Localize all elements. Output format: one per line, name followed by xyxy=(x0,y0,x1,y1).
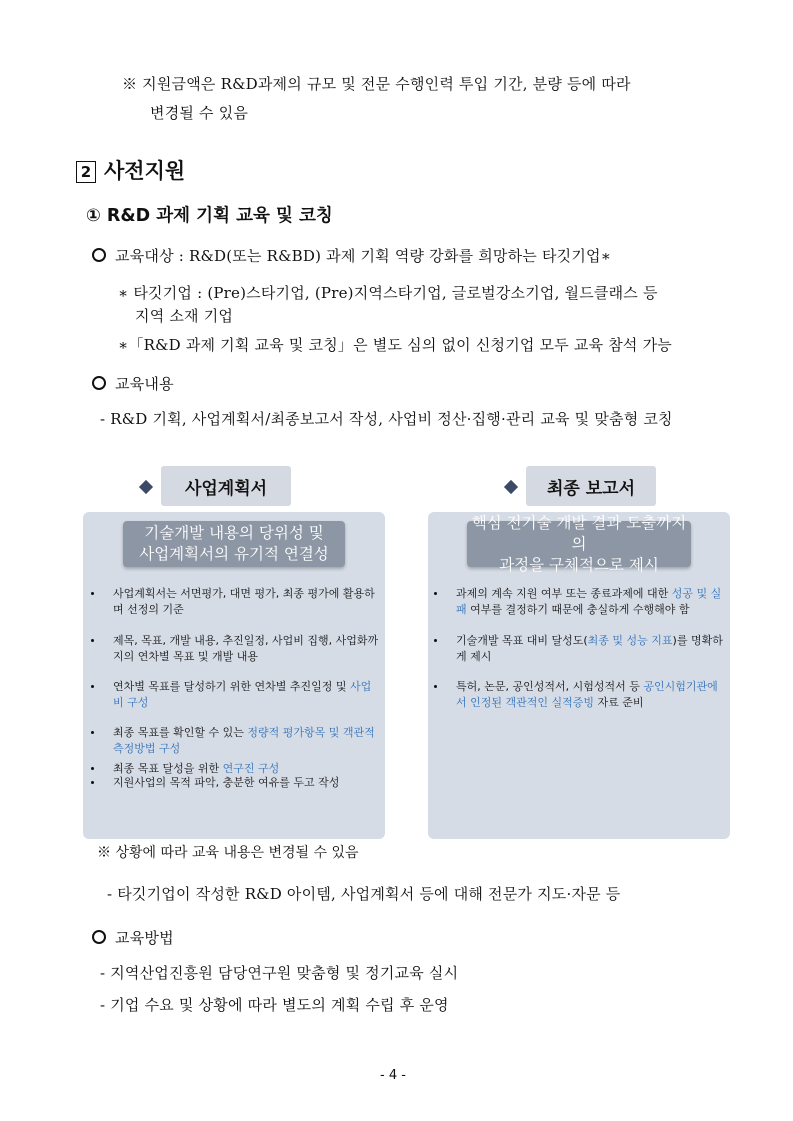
highlight-text: 성공 및 실패 xyxy=(456,587,722,616)
highlight-text: 공인시험기관에서 인정된 객관적인 실적증빙 xyxy=(456,680,718,709)
bullet-dot-icon xyxy=(434,592,437,595)
bullet-text: 자료 준비 xyxy=(594,696,644,709)
target-note1-line1: ∗ 타깃기업 : (Pre)스타기업, (Pre)지역스타기업, 글로벌강소기업, 월드클래스 등 xyxy=(118,284,658,302)
highlight-text: 최종 및 성능 지표 xyxy=(587,634,673,647)
target-note2: ∗「R&D 과제 기획 교육 및 코칭」은 별도 심의 없이 신청기업 모두 교육 참석 가능 xyxy=(118,336,672,354)
page-number: - 4 - xyxy=(380,1068,406,1083)
tag-business-plan: 사업계획서 xyxy=(161,466,291,506)
diagram-footnote: ※ 상황에 따라 교육 내용은 변경될 수 있음 xyxy=(97,845,359,861)
circle-bullet-icon xyxy=(92,930,106,944)
bullet-item xyxy=(87,775,381,791)
panel-head-line2: 과정을 구체적으로 제시 xyxy=(499,555,659,574)
bullet-text: 기술개발 목표 대비 달성도( xyxy=(456,634,588,647)
panel-final-report-head xyxy=(467,513,691,574)
section-title: 사전지원 xyxy=(104,159,186,183)
panel-final-report xyxy=(428,512,730,839)
circle-bullet-icon xyxy=(92,376,106,390)
bullet-text: 사업계획서는 서면평가, 대면 평가, 최종 평가에 활용하며 선정의 기준 xyxy=(113,587,375,616)
panel-final-report-items xyxy=(430,586,726,711)
note-top-line2: 변경될 수 있음 xyxy=(150,104,249,122)
bullet-text: 과제의 계속 지원 여부 또는 종료과제에 대한 xyxy=(456,587,672,600)
highlight-text: 정량적 평가항목 및 객관적 측정방법 구성 xyxy=(113,726,375,755)
note-top-line1: ※ 지원금액은 R&D과제의 규모 및 전문 수행인력 투입 기간, 분량 등에 따라 xyxy=(122,75,631,93)
method-line1: - 지역산업진흥원 담당연구원 맞춤형 및 정기교육 실시 xyxy=(100,964,459,982)
subsection-title: ① R&D 과제 기획 교육 및 코칭 xyxy=(86,206,333,226)
section-number: 2 xyxy=(76,161,96,183)
bullet-dot-icon xyxy=(91,639,94,642)
panel-head-line2: 사업계획서의 유기적 연결성 xyxy=(139,545,329,563)
bullet-dot-icon xyxy=(91,731,94,734)
bullet-dot-icon xyxy=(91,685,94,688)
panel-head-line1: 기술개발 내용의 당위성 및 xyxy=(144,524,324,542)
bullet-text: 지원사업의 목적 파악, 충분한 여유를 두고 작성 xyxy=(113,776,340,789)
bullet-text: 최종 목표를 확인할 수 있는 xyxy=(113,726,248,739)
bullet-item xyxy=(430,633,726,665)
bullet-item xyxy=(87,725,381,757)
bullet-text: )를 명확하게 제시 xyxy=(456,634,723,663)
section-heading xyxy=(76,155,185,185)
diamond-icon xyxy=(139,480,153,494)
circle-bullet-icon xyxy=(92,248,106,262)
panel-head-line1: 핵심 전기술 개발 결과 도출까지의 xyxy=(471,513,687,553)
content-heading-row xyxy=(92,373,174,394)
panel-business-plan xyxy=(83,512,385,839)
bullet-dot-icon xyxy=(434,685,437,688)
bullet-text: 제목, 목표, 개발 내용, 추진일정, 사업비 집행, 사업화까지의 연차별 목표 및 개발 내용 xyxy=(113,634,379,663)
bullet-item xyxy=(87,586,381,618)
content-line2: - 타깃기업이 작성한 R&D 아이템, 사업계획서 등에 대해 전문가 지도·자문 등 xyxy=(107,885,621,903)
bullet-text: 여부를 결정하기 때문에 충실하게 수행해야 함 xyxy=(466,603,690,616)
bullet-item xyxy=(430,586,726,618)
bullet-item xyxy=(430,679,726,711)
bullet-item xyxy=(87,633,381,665)
content-heading: 교육내용 xyxy=(115,375,174,393)
target-note1-line2: 지역 소재 기업 xyxy=(135,307,234,325)
diamond-icon xyxy=(504,480,518,494)
panel-business-plan-items xyxy=(87,586,381,791)
bullet-dot-icon xyxy=(434,639,437,642)
bullet-dot-icon xyxy=(91,767,94,770)
target-heading: 교육대상 : R&D(또는 R&BD) 과제 기획 역량 강화를 희망하는 타깃기업∗ xyxy=(115,247,612,265)
panel-business-plan-head xyxy=(123,521,345,567)
method-line2: - 기업 수요 및 상황에 따라 별도의 계획 수립 후 운영 xyxy=(100,996,449,1014)
bullet-dot-icon xyxy=(91,781,94,784)
method-heading-row xyxy=(92,927,174,948)
bullet-dot-icon xyxy=(91,592,94,595)
bullet-text: 최종 목표 달성을 위한 xyxy=(113,762,223,775)
highlight-text: 사업비 구성 xyxy=(113,680,372,709)
method-heading: 교육방법 xyxy=(115,929,174,947)
bullet-item xyxy=(87,679,381,711)
tag-final-report: 최종 보고서 xyxy=(526,466,656,506)
highlight-text: 연구진 구성 xyxy=(222,762,280,775)
bullet-text: 연차별 목표를 달성하기 위한 연차별 추진일정 및 xyxy=(113,680,350,693)
target-heading-row xyxy=(92,245,611,266)
bullet-text: 특허, 논문, 공인성적서, 시험성적서 등 xyxy=(456,680,644,693)
content-line: - R&D 기획, 사업계획서/최종보고서 작성, 사업비 정산·집행·관리 교육 및 맞춤형 코칭 xyxy=(100,410,673,428)
